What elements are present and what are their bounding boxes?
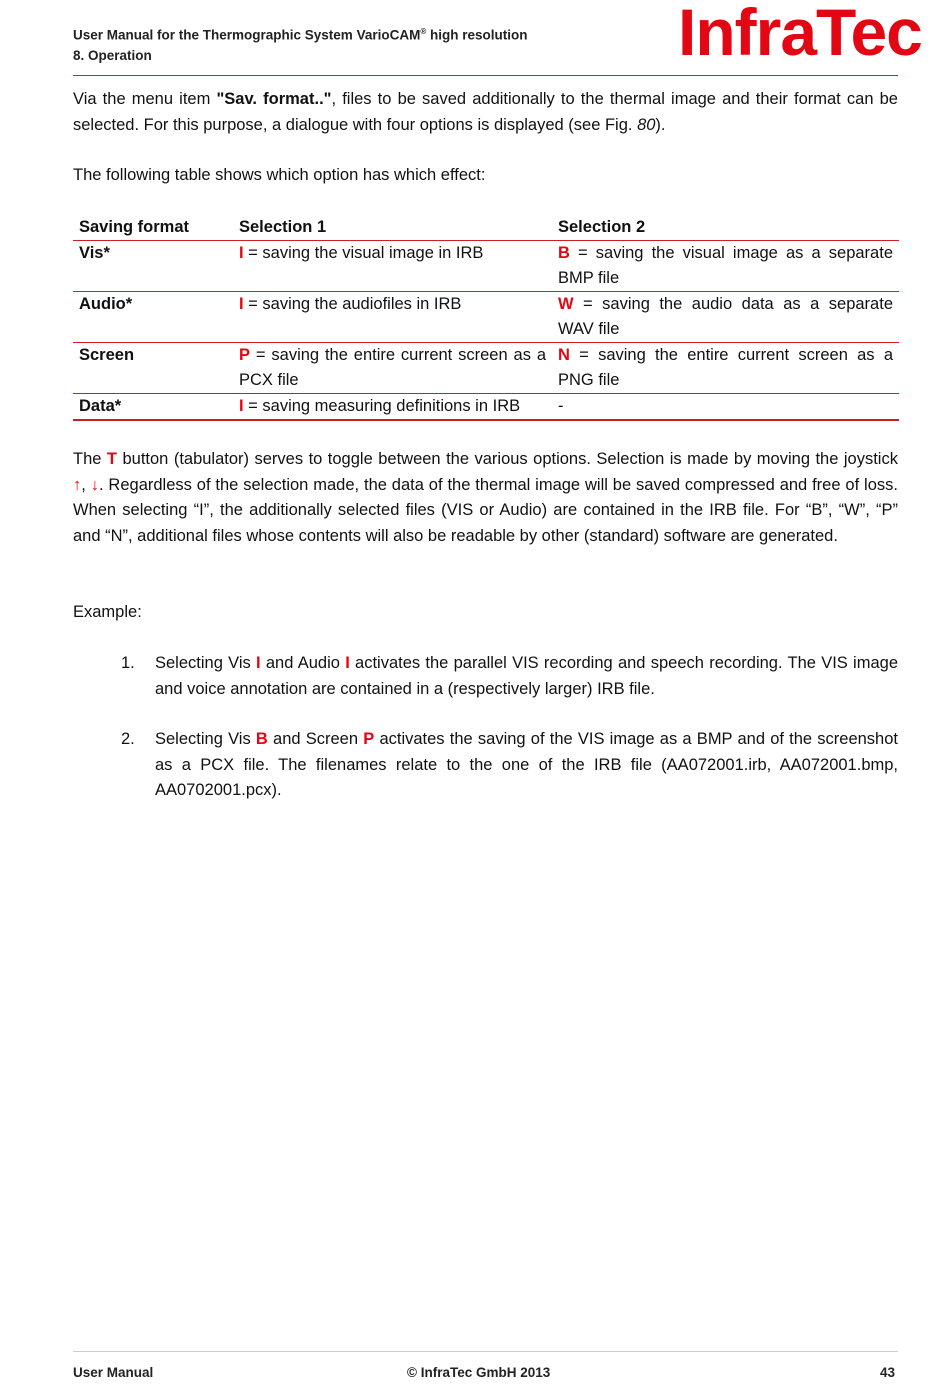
arrow-down-icon: ↓ — [90, 475, 99, 494]
header-divider — [73, 75, 898, 76]
example-label: Example: — [73, 603, 142, 621]
footer-divider — [73, 1351, 898, 1352]
page-header — [73, 22, 528, 66]
table-row — [73, 292, 899, 343]
saving-format-table — [73, 213, 899, 421]
menu-item-name: "Sav. format.." — [216, 90, 332, 108]
manual-title: User Manual for the Thermographic System VarioCAM® high resolution — [73, 27, 528, 43]
selection-1-cell: I = saving the visual image in IRB — [233, 241, 552, 292]
format-cell: Screen — [73, 343, 233, 394]
format-cell: Data* — [73, 394, 233, 421]
selection-2-cell: - — [552, 394, 899, 421]
header-selection-2: Selection 2 — [552, 213, 899, 241]
header-saving-format: Saving format — [73, 213, 233, 241]
list-item: 2. Selecting Vis B and Screen P activates the saving of the VIS image as a BMP and of the screenshot as a PCX file. The filenames relate to the one of the IRB file (AA072001.irb, AA072001.bmp, AA0702001.pcx). — [73, 727, 898, 804]
footer-left: User Manual — [73, 1365, 154, 1380]
table-row — [73, 241, 899, 292]
list-number: 1. — [121, 654, 135, 672]
table-header-row — [73, 213, 899, 241]
toggle-paragraph: The T button (tabulator) serves to toggle between the various options. Selection is made by moving the joystick ↑, ↓. Regardless of the selection made, the data of the thermal image will be saved compressed and free of loss. When selecting “I”, the additionally selected files (VIS or Audio) are contained in the IRB file. For “B”, “W”, “P” and “N”, additional files whose contents will also be readable by other (standard) software are generated. — [73, 450, 898, 545]
selection-2-cell: B = saving the visual image as a separate BMP file — [552, 241, 899, 292]
table-intro: The following table shows which option has which effect: — [73, 166, 486, 184]
header-selection-1: Selection 1 — [233, 213, 552, 241]
selection-2-cell: N = saving the entire current screen as a PNG file — [552, 343, 899, 394]
table-row — [73, 343, 899, 394]
page-number: 43 — [880, 1365, 896, 1380]
selection-1-cell: I = saving the audiofiles in IRB — [233, 292, 552, 343]
selection-2-cell: W = saving the audio data as a separate WAV file — [552, 292, 899, 343]
registered-mark: ® — [420, 27, 427, 36]
tab-key-label: T — [106, 450, 117, 468]
example-list — [73, 651, 898, 829]
selection-1-cell: P = saving the entire current screen as a PCX file — [233, 343, 552, 394]
list-item: 1. Selecting Vis I and Audio I activates the parallel VIS recording and speech recording. The VIS image and voice annotation are contained in a (respectively larger) IRB file. — [73, 651, 898, 702]
infratec-logo: InfraTec — [678, 0, 922, 69]
figure-reference[interactable]: 80 — [637, 115, 656, 134]
table-row — [73, 394, 899, 421]
footer-copyright: © InfraTec GmbH 2013 — [407, 1365, 551, 1380]
section-title: 8. Operation — [73, 47, 152, 63]
format-cell: Vis* — [73, 241, 233, 292]
list-number: 2. — [121, 730, 135, 748]
format-cell: Audio* — [73, 292, 233, 343]
intro-paragraph: Via the menu item "Sav. format..", files to be saved additionally to the thermal image and their format can be selected. For this purpose, a dialogue with four options is displayed (see Fig. 80). — [73, 90, 898, 134]
arrow-up-icon: ↑ — [73, 475, 82, 494]
selection-1-cell: I = saving measuring definitions in IRB — [233, 394, 552, 421]
